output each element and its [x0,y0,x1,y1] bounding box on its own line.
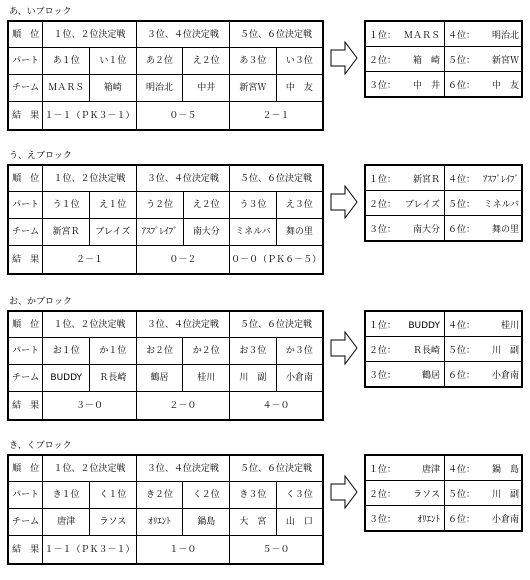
part-cell: う１位 [43,192,90,219]
part-cell: き３位 [230,482,277,509]
part-cell: え２位 [183,192,230,219]
part-cell: あ２位 [136,48,183,75]
header-row [8,165,323,192]
rank-label: ６位： [447,224,475,235]
ranking-row [365,21,522,47]
ranking-cell [365,216,445,242]
header-row [8,455,323,482]
part-cell: お２位 [136,338,183,365]
result-row [8,102,323,130]
part-cell: く１位 [90,482,137,509]
header-row [8,311,323,338]
match-header: １位、２位決定戦 [43,311,136,338]
part-cell: か１位 [90,338,137,365]
team-cell: 新宮Ｗ [230,75,277,102]
part-cell: か３位 [276,338,323,365]
rank-label: １位： [368,174,396,185]
rank-label: ３位： [368,224,396,235]
part-cell: お１位 [43,338,90,365]
part-label: パート [8,482,43,509]
team-cell: ミネルバ [230,219,277,246]
ranking-row [365,191,522,216]
match-header: ５位、６位決定戦 [230,21,323,48]
result-cell: １－０ [136,536,229,564]
part-row [8,48,323,75]
rank-team: ブレイズ [404,199,440,210]
result-cell: ４－０ [230,392,323,420]
result-cell: ２－０ [136,392,229,420]
result-cell: ０－５ [136,102,229,130]
block-title: あ、いブロック [9,7,72,17]
ranking-cell [445,47,523,72]
part-label: パート [8,48,43,75]
rank-team: BUDDY [408,320,440,331]
rank-label: ５位： [447,345,475,356]
ranking-row [365,165,522,191]
match-header: ５位、６位決定戦 [230,311,323,338]
team-cell: 唐津 [43,509,90,536]
rank-label: ６位： [447,370,475,381]
result-cell: ２－１ [43,246,136,274]
team-cell: 舞の里 [276,219,323,246]
ranking-cell [445,165,523,191]
team-cell: 桂川 [183,365,230,392]
part-cell: く３位 [276,482,323,509]
ranking-cell [365,455,445,481]
rank-label: ３位： [368,80,396,91]
ranking-cell [365,21,445,47]
part-cell: う３位 [230,192,277,219]
team-cell: 箱崎 [90,75,137,102]
part-cell: き２位 [136,482,183,509]
result-cell: ３－０ [43,392,136,420]
result-row [8,246,323,274]
rank-label: ５位： [447,199,475,210]
ranking-cell [445,191,523,216]
match-header: ３位、４位決定戦 [136,311,229,338]
block-section [0,440,530,580]
rank-team: 新宮Ｒ [412,174,440,185]
header-row [8,21,323,48]
rank-team: ミネルバ [483,199,519,210]
team-cell: 鍋島 [183,509,230,536]
ranking-cell [365,72,445,98]
rank-team: 小倉南 [491,514,519,525]
rank-team: 川 副 [491,489,519,500]
block-title: き、くブロック [9,441,72,451]
team-cell: 明治北 [136,75,183,102]
block-section [0,296,530,436]
ranking-cell [445,337,523,362]
rank-team: ラソス [413,489,440,500]
ranking-cell [445,455,523,481]
ranking-cell [365,481,445,506]
rank-label: ２位： [368,345,396,356]
rank-label: ６位： [447,80,475,91]
rank-label: ４位： [447,30,475,41]
part-cell: か２位 [183,338,230,365]
ranking-cell [445,481,523,506]
block-section [0,6,530,146]
result-label: 結 果 [8,246,43,274]
right-arrow-icon [330,41,358,75]
team-cell: ＭＡＲＳ [43,75,90,102]
ranking-cell [365,47,445,72]
right-arrow-icon [330,185,358,219]
ranking-row [365,47,522,72]
rank-team: ＭＡＲＳ [403,30,440,41]
schedule-table [7,310,324,421]
ranking-table [364,164,523,242]
result-cell: ５－０ [230,536,323,564]
team-cell: 中井 [183,75,230,102]
ranking-cell [365,165,445,191]
schedule-table [7,164,324,275]
ranking-table [364,454,523,532]
rank-team: 新宮Ｗ [491,55,519,66]
match-header: ３位、４位決定戦 [136,165,229,192]
rank-team: 中 友 [491,80,519,91]
team-cell: 南大分 [183,219,230,246]
rank-label: ５位： [447,55,475,66]
ranking-cell [445,21,523,47]
rank-label: １位： [368,320,396,331]
team-cell: 中 友 [276,75,323,102]
rank-team: 桂川 [500,320,519,331]
rank-label: ５位： [447,489,475,500]
right-arrow-icon [330,475,358,509]
rank-team: 鶴居 [421,370,440,381]
match-header: １位、２位決定戦 [43,455,136,482]
ranking-cell [445,216,523,242]
result-cell: ０－０（ＰＫ６－５） [230,246,323,274]
ranking-row [365,506,522,532]
rank-team: ｵﾘｴﾝﾄ [417,514,440,525]
ranking-cell [365,337,445,362]
rank-team: 舞の里 [491,224,519,235]
part-row [8,192,323,219]
part-cell: あ３位 [230,48,277,75]
team-row [8,509,323,536]
match-header: ５位、６位決定戦 [230,455,323,482]
part-cell: い１位 [90,48,137,75]
ranking-row [365,337,522,362]
result-cell: １－１（ＰＫ３－１） [43,536,136,564]
rank-label: ４位： [447,464,475,475]
ranking-row [365,72,522,98]
block-section [0,150,530,290]
part-cell: き１位 [43,482,90,509]
result-cell: ０－２ [136,246,229,274]
team-cell: 新宮Ｒ [43,219,90,246]
team-cell: 山 口 [276,509,323,536]
ranking-cell [365,362,445,388]
rank-team: 南大分 [412,224,440,235]
rank-team: 小倉南 [491,370,519,381]
part-row [8,482,323,509]
rank-header: 順 位 [8,165,43,192]
rank-team: 唐津 [421,464,440,475]
part-cell: あ１位 [43,48,90,75]
rank-team: Ｒ長崎 [412,345,440,356]
result-row [8,536,323,564]
team-label: チーム [8,509,43,536]
result-cell: １－１（ＰＫ３－１） [43,102,136,130]
rank-header: 順 位 [8,455,43,482]
rank-team: ｱｽﾌﾟﾚｲﾌﾞ [482,174,519,185]
ranking-cell [445,311,523,337]
ranking-cell [445,506,523,532]
team-cell: 鶴居 [136,365,183,392]
match-header: ３位、４位決定戦 [136,21,229,48]
schedule-table [7,454,324,565]
part-label: パート [8,338,43,365]
rank-label: ３位： [368,370,396,381]
team-row [8,365,323,392]
part-label: パート [8,192,43,219]
ranking-cell [445,72,523,98]
team-cell: 大 宮 [230,509,277,536]
ranking-cell [365,311,445,337]
right-arrow-icon [330,331,358,365]
team-label: チーム [8,219,43,246]
rank-team: 川 副 [491,345,519,356]
rank-team: 明治北 [491,30,519,41]
part-cell: く２位 [183,482,230,509]
rank-header: 順 位 [8,21,43,48]
ranking-table [364,310,523,388]
ranking-cell [365,506,445,532]
match-header: １位、２位決定戦 [43,165,136,192]
result-label: 結 果 [8,536,43,564]
rank-team: 箱 崎 [412,55,440,66]
rank-team: 中 井 [412,80,440,91]
schedule-table [7,20,324,131]
team-cell: Ｒ長崎 [90,365,137,392]
part-cell: え２位 [183,48,230,75]
ranking-cell [445,362,523,388]
team-cell: BUDDY [43,365,90,392]
rank-team: 鍋 島 [491,464,519,475]
result-label: 結 果 [8,102,43,130]
ranking-row [365,311,522,337]
ranking-row [365,362,522,388]
team-cell: ｱｽﾌﾟﾚｲﾌﾞ [136,219,183,246]
team-label: チーム [8,365,43,392]
team-row [8,219,323,246]
team-cell: ラソス [90,509,137,536]
match-header: ５位、６位決定戦 [230,165,323,192]
ranking-cell [365,191,445,216]
rank-label: ２位： [368,199,396,210]
team-label: チーム [8,75,43,102]
part-cell: え３位 [276,192,323,219]
match-header: １位、２位決定戦 [43,21,136,48]
part-cell: う２位 [136,192,183,219]
block-title: お、かブロック [9,297,72,307]
rank-label: ２位： [368,489,396,500]
team-cell: ブレイズ [89,219,136,246]
team-cell: 小倉南 [276,365,323,392]
team-row [8,75,323,102]
ranking-table [364,20,523,98]
part-cell: え１位 [89,192,136,219]
ranking-row [365,481,522,506]
result-label: 結 果 [8,392,43,420]
rank-label: １位： [368,464,396,475]
rank-label: ２位： [368,55,396,66]
result-cell: ２－１ [230,102,323,130]
team-cell: ｵﾘｴﾝﾄ [136,509,183,536]
block-title: う、えブロック [9,151,72,161]
part-row [8,338,323,365]
result-row [8,392,323,420]
rank-label: ３位： [368,514,396,525]
rank-header: 順 位 [8,311,43,338]
rank-label: ６位： [447,514,475,525]
ranking-row [365,455,522,481]
team-cell: 川 副 [230,365,277,392]
part-cell: お３位 [230,338,277,365]
rank-label: ４位： [447,174,475,185]
ranking-row [365,216,522,242]
rank-label: ４位： [447,320,475,331]
match-header: ３位、４位決定戦 [136,455,229,482]
rank-label: １位： [368,30,396,41]
part-cell: い３位 [276,48,323,75]
